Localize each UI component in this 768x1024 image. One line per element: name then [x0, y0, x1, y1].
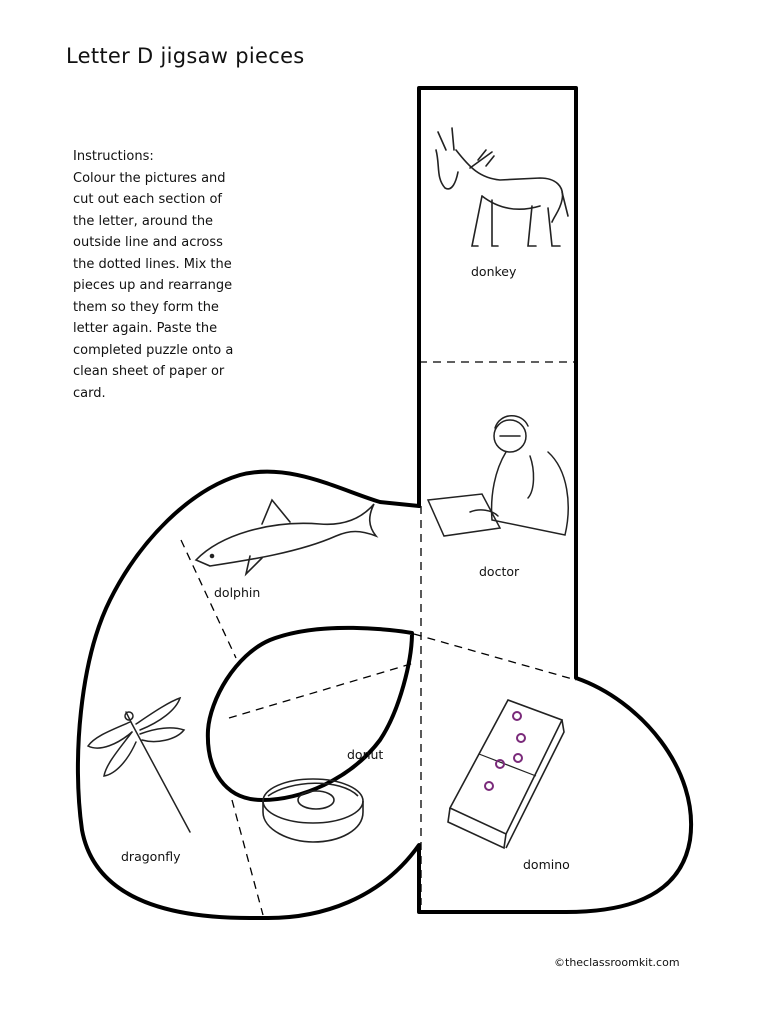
- dragonfly-illustration: [88, 698, 190, 832]
- instructions-line: the dotted lines. Mix the: [73, 256, 232, 272]
- copyright-credit: ©theclassroomkit.com: [554, 956, 680, 969]
- dolphin-illustration: [196, 500, 376, 574]
- donut-label: donut: [347, 747, 384, 762]
- instructions-line: them so they form the: [73, 299, 219, 315]
- cut-line: [414, 634, 576, 680]
- donkey-label: donkey: [471, 264, 517, 279]
- instructions-line: letter again. Paste the: [73, 321, 218, 336]
- instructions-line: the letter, around the: [73, 213, 214, 229]
- instructions-heading: Instructions:: [73, 149, 154, 164]
- donkey-illustration: [436, 128, 568, 246]
- instructions-line: clean sheet of paper or: [73, 364, 225, 379]
- instructions-line: completed puzzle onto a: [73, 342, 234, 358]
- dragonfly-label: dragonfly: [121, 849, 181, 864]
- page-title: Letter D jigsaw pieces: [66, 44, 305, 68]
- doctor-label: doctor: [479, 564, 520, 579]
- dolphin-label: dolphin: [214, 585, 261, 600]
- letter-d-counter: [208, 628, 412, 800]
- instructions-line: pieces up and rearrange: [73, 278, 233, 293]
- cut-line: [229, 663, 414, 718]
- doctor-illustration: [428, 416, 568, 536]
- cut-line: [232, 800, 263, 915]
- instructions-line: card.: [73, 385, 106, 401]
- instructions-line: cut out each section of: [73, 192, 223, 207]
- instructions-line: Colour the pictures and: [73, 170, 226, 186]
- instructions-line: outside line and across: [73, 235, 223, 250]
- domino-illustration: [448, 700, 564, 848]
- domino-label: domino: [523, 857, 570, 872]
